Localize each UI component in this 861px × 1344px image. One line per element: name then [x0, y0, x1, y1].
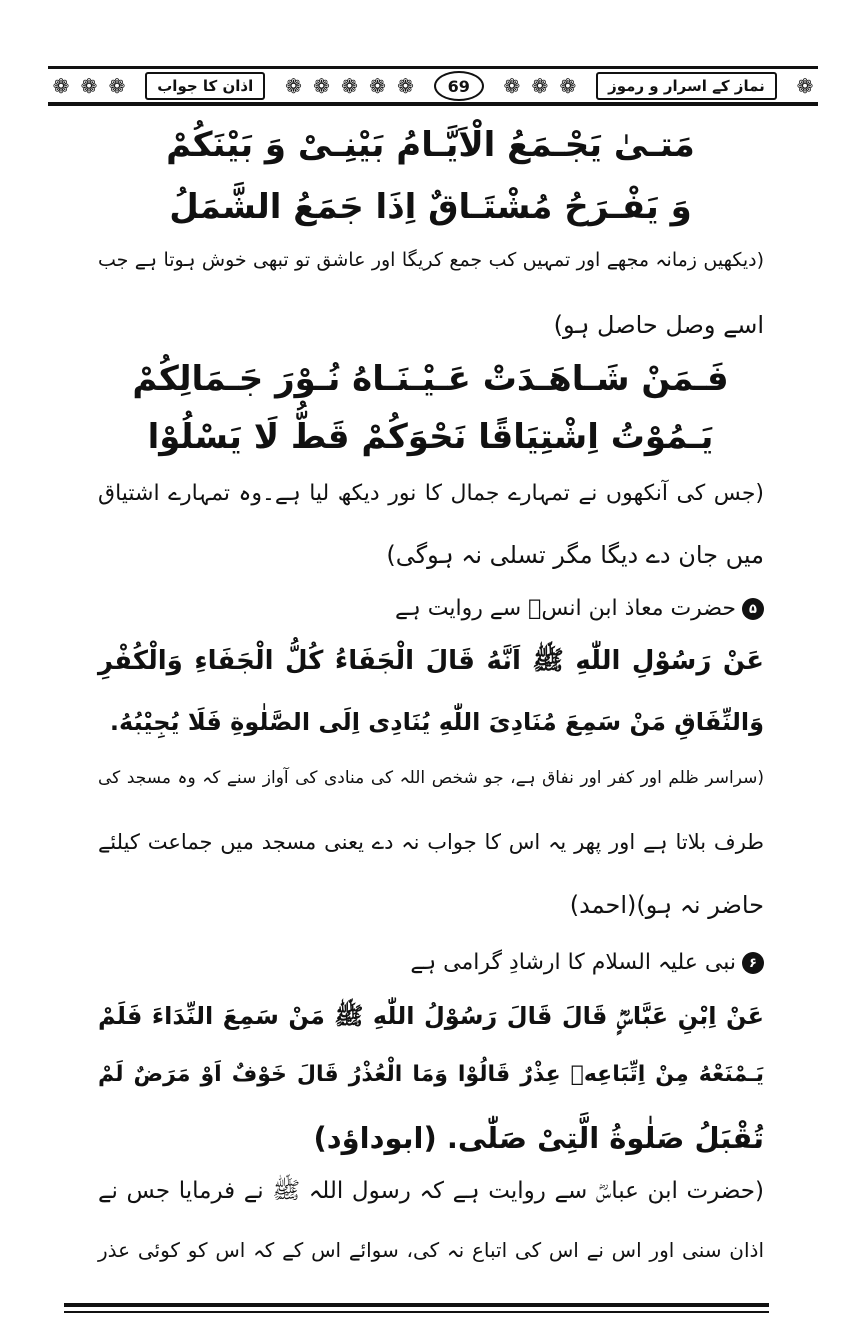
- urdu-translation-line: (سراسر ظلم اور کفر اور نفاق ہے، جو شخص اللہ کی منادی کی آواز سنے کہ وہ مسجد کی: [98, 768, 764, 788]
- narration-intro: [410, 950, 764, 975]
- arabic-hadith-line: عَنْ رَسُوْلِ اللّٰهِ ﷺ اَنَّهُ قَالَ الْجَفَاءُ كُلُّ الْجَفَاءِ وَالْكُفْرِ: [98, 646, 764, 676]
- floral-ornament-icon: ❁: [531, 74, 549, 98]
- page-number: 69: [434, 71, 484, 101]
- header-rule-top: [48, 66, 818, 69]
- arabic-verse: وَ يَفْـرَحُ مُشْتَـاقٌ اِذَا جَمَعُ الشَّمَلُ: [169, 187, 692, 227]
- arabic-verse: مَتـىٰ يَجْـمَعُ الْاَيَّـامُ بَيْنِـىْ وَ بَيْنَكُمْ: [166, 125, 695, 165]
- urdu-translation-line: (حضرت ابن عباسؓ سے روایت ہے کہ رسول اللہ ﷺ نے فرمایا جس نے: [98, 1178, 764, 1204]
- ornament-row-middle: [280, 75, 418, 97]
- narration-intro: [395, 596, 764, 621]
- book-title: نماز کے اسرار و رموز: [596, 72, 777, 100]
- ornament-row-right: [499, 75, 581, 97]
- arabic-verse: فَـمَنْ شَـاهَـدَتْ عَـيْـنَـاهُ نُـوْرَ جَـمَالِكُمْ: [132, 359, 729, 399]
- floral-ornament-icon: ❁: [397, 74, 414, 98]
- ornament-row-left: [48, 75, 130, 97]
- floral-ornament-icon: ❁: [80, 74, 98, 98]
- floral-ornament-icon: ❁: [313, 74, 330, 98]
- item-number-badge: ۶: [742, 952, 764, 974]
- urdu-translation-line: طرف بلاتا ہے اور پھر یہ اس کا جواب نہ دے یعنی مسجد میں جماعت کیلئے: [98, 830, 764, 854]
- narration-intro-text: حضرت معاذ ابن انسؓ سے روایت ہے: [394, 596, 736, 621]
- floral-ornament-icon: ❁: [108, 74, 126, 98]
- footer-rule-thin: [64, 1311, 769, 1313]
- floral-ornament-icon: ❁: [796, 74, 814, 98]
- urdu-translation-line: (جس کی آنکھوں نے تمہارے جمال کا نور دیکھ لیا ہے۔وہ تمہارے اشتیاق: [98, 481, 764, 506]
- item-number-badge: ۵: [742, 598, 764, 620]
- arabic-verse: يَـمُوْتُ اِشْتِيَاقًا نَحْوَكُمْ قَطُّ لَا يَسْلُوْا: [147, 417, 714, 457]
- floral-ornament-icon: ❁: [341, 74, 358, 98]
- floral-ornament-icon: ❁: [285, 74, 302, 98]
- header-rule-bottom: [48, 102, 818, 106]
- floral-ornament-icon: ❁: [503, 74, 521, 98]
- floral-ornament-icon: ❁: [369, 74, 386, 98]
- arabic-hadith-line: وَالنِّفَاقِ مَنْ سَمِعَ مُنَادِىَ اللّٰهِ يُنَادِى اِلَى الصَّلٰوةِ فَلَا يُجِيْبُهُ.: [109, 708, 764, 736]
- arabic-hadith-line: عَنْ اِبْنِ عَبَّاسٍؓ قَالَ قَالَ رَسُوْلُ اللّٰهِ ﷺ مَنْ سَمِعَ النِّدَاءَ فَلَمْ: [98, 1002, 764, 1030]
- chapter-title: اذان کا جواب: [145, 72, 265, 100]
- narration-intro-text: نبی علیہ السلام کا ارشادِ گرامی ہے: [410, 950, 736, 975]
- arabic-hadith-line: يَـمْنَعْهُ مِنْ اِتِّبَاعِهٖ عِذْرٌ قَالُوْا وَمَا الْعُذْرُ قَالَ خَوْفٌ اَوْ مَرَضٌ لَمْ: [98, 1062, 764, 1087]
- urdu-translation-line: (دیکھیں زمانہ مجھے اور تمہیں کب جمع کریگا اور عاشق تو تبھی خوش ہوتا ہے جب: [98, 249, 764, 271]
- header-row: [48, 71, 818, 101]
- urdu-translation-line: حاضر نہ ہو)(احمد): [569, 891, 764, 919]
- urdu-translation-line: اذان سنی اور اس نے اس کی اتباع نہ کی، سوائے اس کے کہ اس کو کوئی عذر: [98, 1238, 764, 1262]
- floral-ornament-icon: ❁: [559, 74, 577, 98]
- urdu-translation-line: میں جان دے دیگا مگر تسلی نہ ہوگی): [386, 541, 764, 569]
- page-header: [48, 66, 818, 106]
- urdu-translation-line: اسے وصل حاصل ہو): [553, 311, 764, 339]
- floral-ornament-icon: ❁: [52, 74, 70, 98]
- arabic-hadith-line: تُقْبَلُ صَلٰوةُ الَّتِىْ صَلّٰى. (ابوداؤد): [313, 1121, 764, 1155]
- footer-rule-thick: [64, 1303, 769, 1307]
